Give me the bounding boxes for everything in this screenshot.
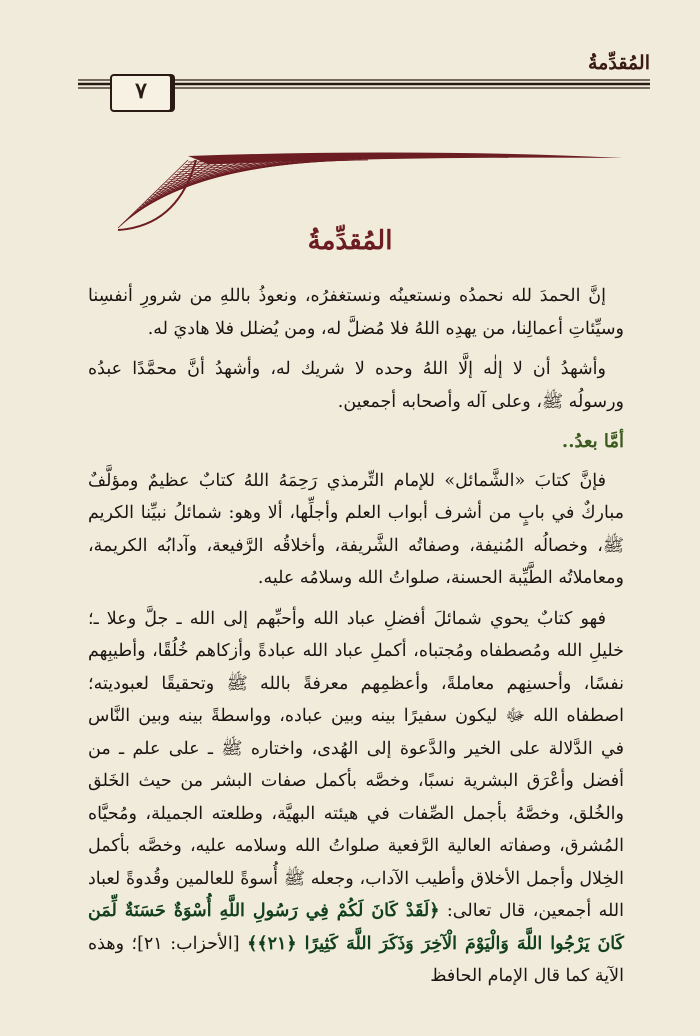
paragraph-3: فإنَّ كتابَ «الشَّمائل» للإمام التِّرمذي رَحِمَهُ اللهُ كتابٌ عظيمٌ ومؤلَّفٌ مباركٌ في بابٍ من أشرف أبواب العلم وأجلِّها، ألا وهو: شمائلُ نبيِّنا الكريم ﷺ، وخصالُه المُنيفة، وصفاتُه الشَّريفة، وأخلاقُه الرَّفيعة، وآدابُه الكريمة، ومعاملاتُه الطَّيِّبة الحسنة، صلواتُ الله وسلامُه عليه. (88, 470, 624, 588)
page-header (78, 52, 650, 112)
running-title: المُقدِّمةُ (587, 52, 650, 74)
paragraph-4-citation: [الأحزاب: ٢١]؛ وهذه الآية كما قال الإمام الحافظ (88, 933, 624, 986)
paragraph-1: إنَّ الحمدَ لله نحمدُه ونستعينُه ونستغفرُه، ونعوذُ باللهِ من شرورِ أنفسِنا وسيِّئاتِ أعمالِنا، من يهدِه اللهُ فلا مُضلَّ له، ومن يُضلل فلا هاديَ له. (88, 286, 624, 339)
page-number: ٧ (135, 78, 147, 104)
paragraph-2: وأشهدُ أن لا إلٰه إلَّا اللهُ وحده لا شريك له، وأشهدُ أنَّ محمَّدًا عبدُه ورسولُه ﷺ، وعلى آله وأصحابه أجمعين. (88, 359, 624, 412)
quran-verse: ﴿لَقَدْ كَانَ لَكُمْ فِي رَسُولِ اللَّهِ أُسْوَةٌ حَسَنَةٌ لِّمَن كَانَ يَرْجُوا اللَّهَ وَالْيَوْمَ الْآخِرَ وَذَكَرَ اللَّهَ كَثِيرًا ﴿٢١﴾﴾ (88, 901, 624, 954)
string-art-ornament-icon (118, 150, 628, 234)
paragraph-4 (88, 603, 624, 993)
page-number-frame (110, 74, 172, 112)
paragraph-4-text: فهو كتابٌ يحوي شمائلَ أفضلِ عباد الله وأحبِّهم إلى الله ـ جلَّ وعلا ـ؛ خليلِ الله ومُصطفاه ومُجتباه، أكملِ عباد الله عبادةً وأزكاهم خُلُقًا، وأطيبِهم نفسًا، وأحسنِهم معاملةً، وأعظمِهم معرفةً بالله ﷺ وتحقيقًا لعبوديته؛ اصطفاه الله ﷻ ليكون سفيرًا بينه وبين عباده، وواسطةً بينه وبين النَّاس في الدَّلالة على الخير والدَّعوة إلى الهُدى، واختاره ﷺ ـ على علم ـ من أفضل وأعْرَق البشرية نسبًا، وخصَّه بأكمل صفات البشر من حيث الخَلق والخُلق، وخصَّهُ بأجمل الصِّفات في هيئته البهيَّة، وطلعته الجميلة، ومُحيَّاه المُشرق، وصفاته العالية الرَّفعية صلواتُ الله وسلامه عليه، وخصَّه بأكمل الخِلال وأجمل الأخلاق وأطيب الآداب، وجعله ﷺ أُسوةً للعالمين وقُدوةً لعباد الله أجمعين، قال تعالى: (88, 608, 625, 921)
body-text (88, 280, 624, 1001)
subheading: أمَّا بعدُ.. (561, 431, 624, 452)
section-title: المُقدِّمةُ (307, 226, 393, 256)
